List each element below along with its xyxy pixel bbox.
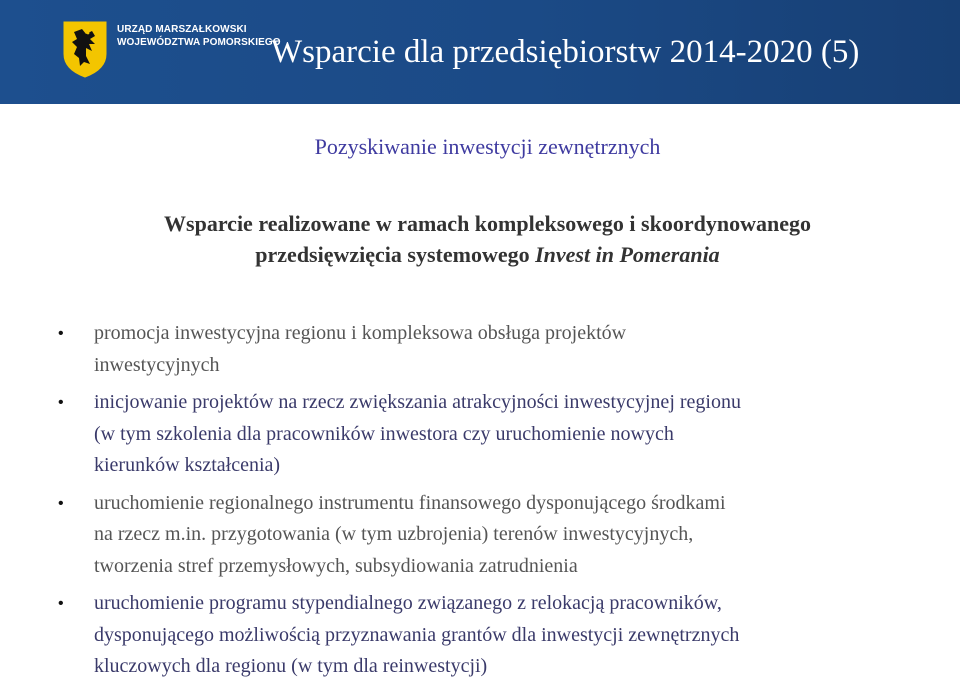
organization-name (117, 23, 281, 49)
bullet-line: uruchomienie regionalnego instrumentu finansowego dysponującego środkami (94, 491, 726, 514)
bullet-item (58, 488, 948, 583)
bullet-icon: • (58, 595, 64, 612)
bullet-icon: • (58, 494, 64, 512)
header-bar (0, 0, 960, 104)
intro-line-2 (0, 239, 960, 270)
bullet-item (58, 588, 948, 683)
bullet-list (58, 318, 948, 689)
bullet-icon: • (58, 394, 64, 411)
bullet-line: kluczowych dla regionu (w tym dla reinwestycji) (94, 655, 488, 677)
intro-line-1: Wsparcie realizowane w ramach kompleksowego i skoordynowanego (164, 211, 811, 236)
organization-name-line1: URZĄD MARSZAŁKOWSKI (117, 24, 247, 35)
bullet-item (58, 318, 948, 381)
intro-text (0, 208, 960, 270)
intro-line-2-plain: przedsięwzięcia systemowego (255, 242, 536, 267)
bullet-line: inicjowanie projektów na rzecz zwiększania atrakcyjności inwestycyjnej regionu (94, 391, 741, 413)
bullet-line: inwestycyjnych (94, 353, 220, 376)
bullet-line: (w tym szkolenia dla pracowników inwestora czy uruchomienie nowych (94, 422, 674, 445)
bullet-line: uruchomienie programu stypendialnego związanego z relokacją pracowników, (94, 592, 722, 614)
bullet-line: promocja inwestycyjna regionu i kompleksowa obsługa projektów (94, 322, 627, 344)
bullet-line: tworzenia stref przemysłowych, subsydiowania zatrudnienia (94, 554, 578, 577)
intro-project-name: Invest in Pomerania (535, 242, 720, 267)
slide-subtitle: Pozyskiwanie inwestycji zewnętrznych (314, 134, 661, 159)
bullet-line: dysponującego możliwością przyznawania grantów dla inwestycji zewnętrznych (94, 623, 740, 646)
bullet-line: kierunków kształcenia) (94, 454, 281, 476)
slide-title: Wsparcie dla przedsiębiorstw 2014-2020 (5) (271, 34, 860, 70)
organization-name-line2: WOJEWÓDZTWA POMORSKIEGO (117, 37, 281, 48)
bullet-line: na rzecz m.in. przygotowania (w tym uzbrojenia) terenów inwestycyjnych, (94, 523, 694, 545)
griffin-coat-of-arms-icon (62, 20, 108, 78)
bullet-icon: • (58, 325, 64, 342)
bullet-item (58, 387, 948, 482)
